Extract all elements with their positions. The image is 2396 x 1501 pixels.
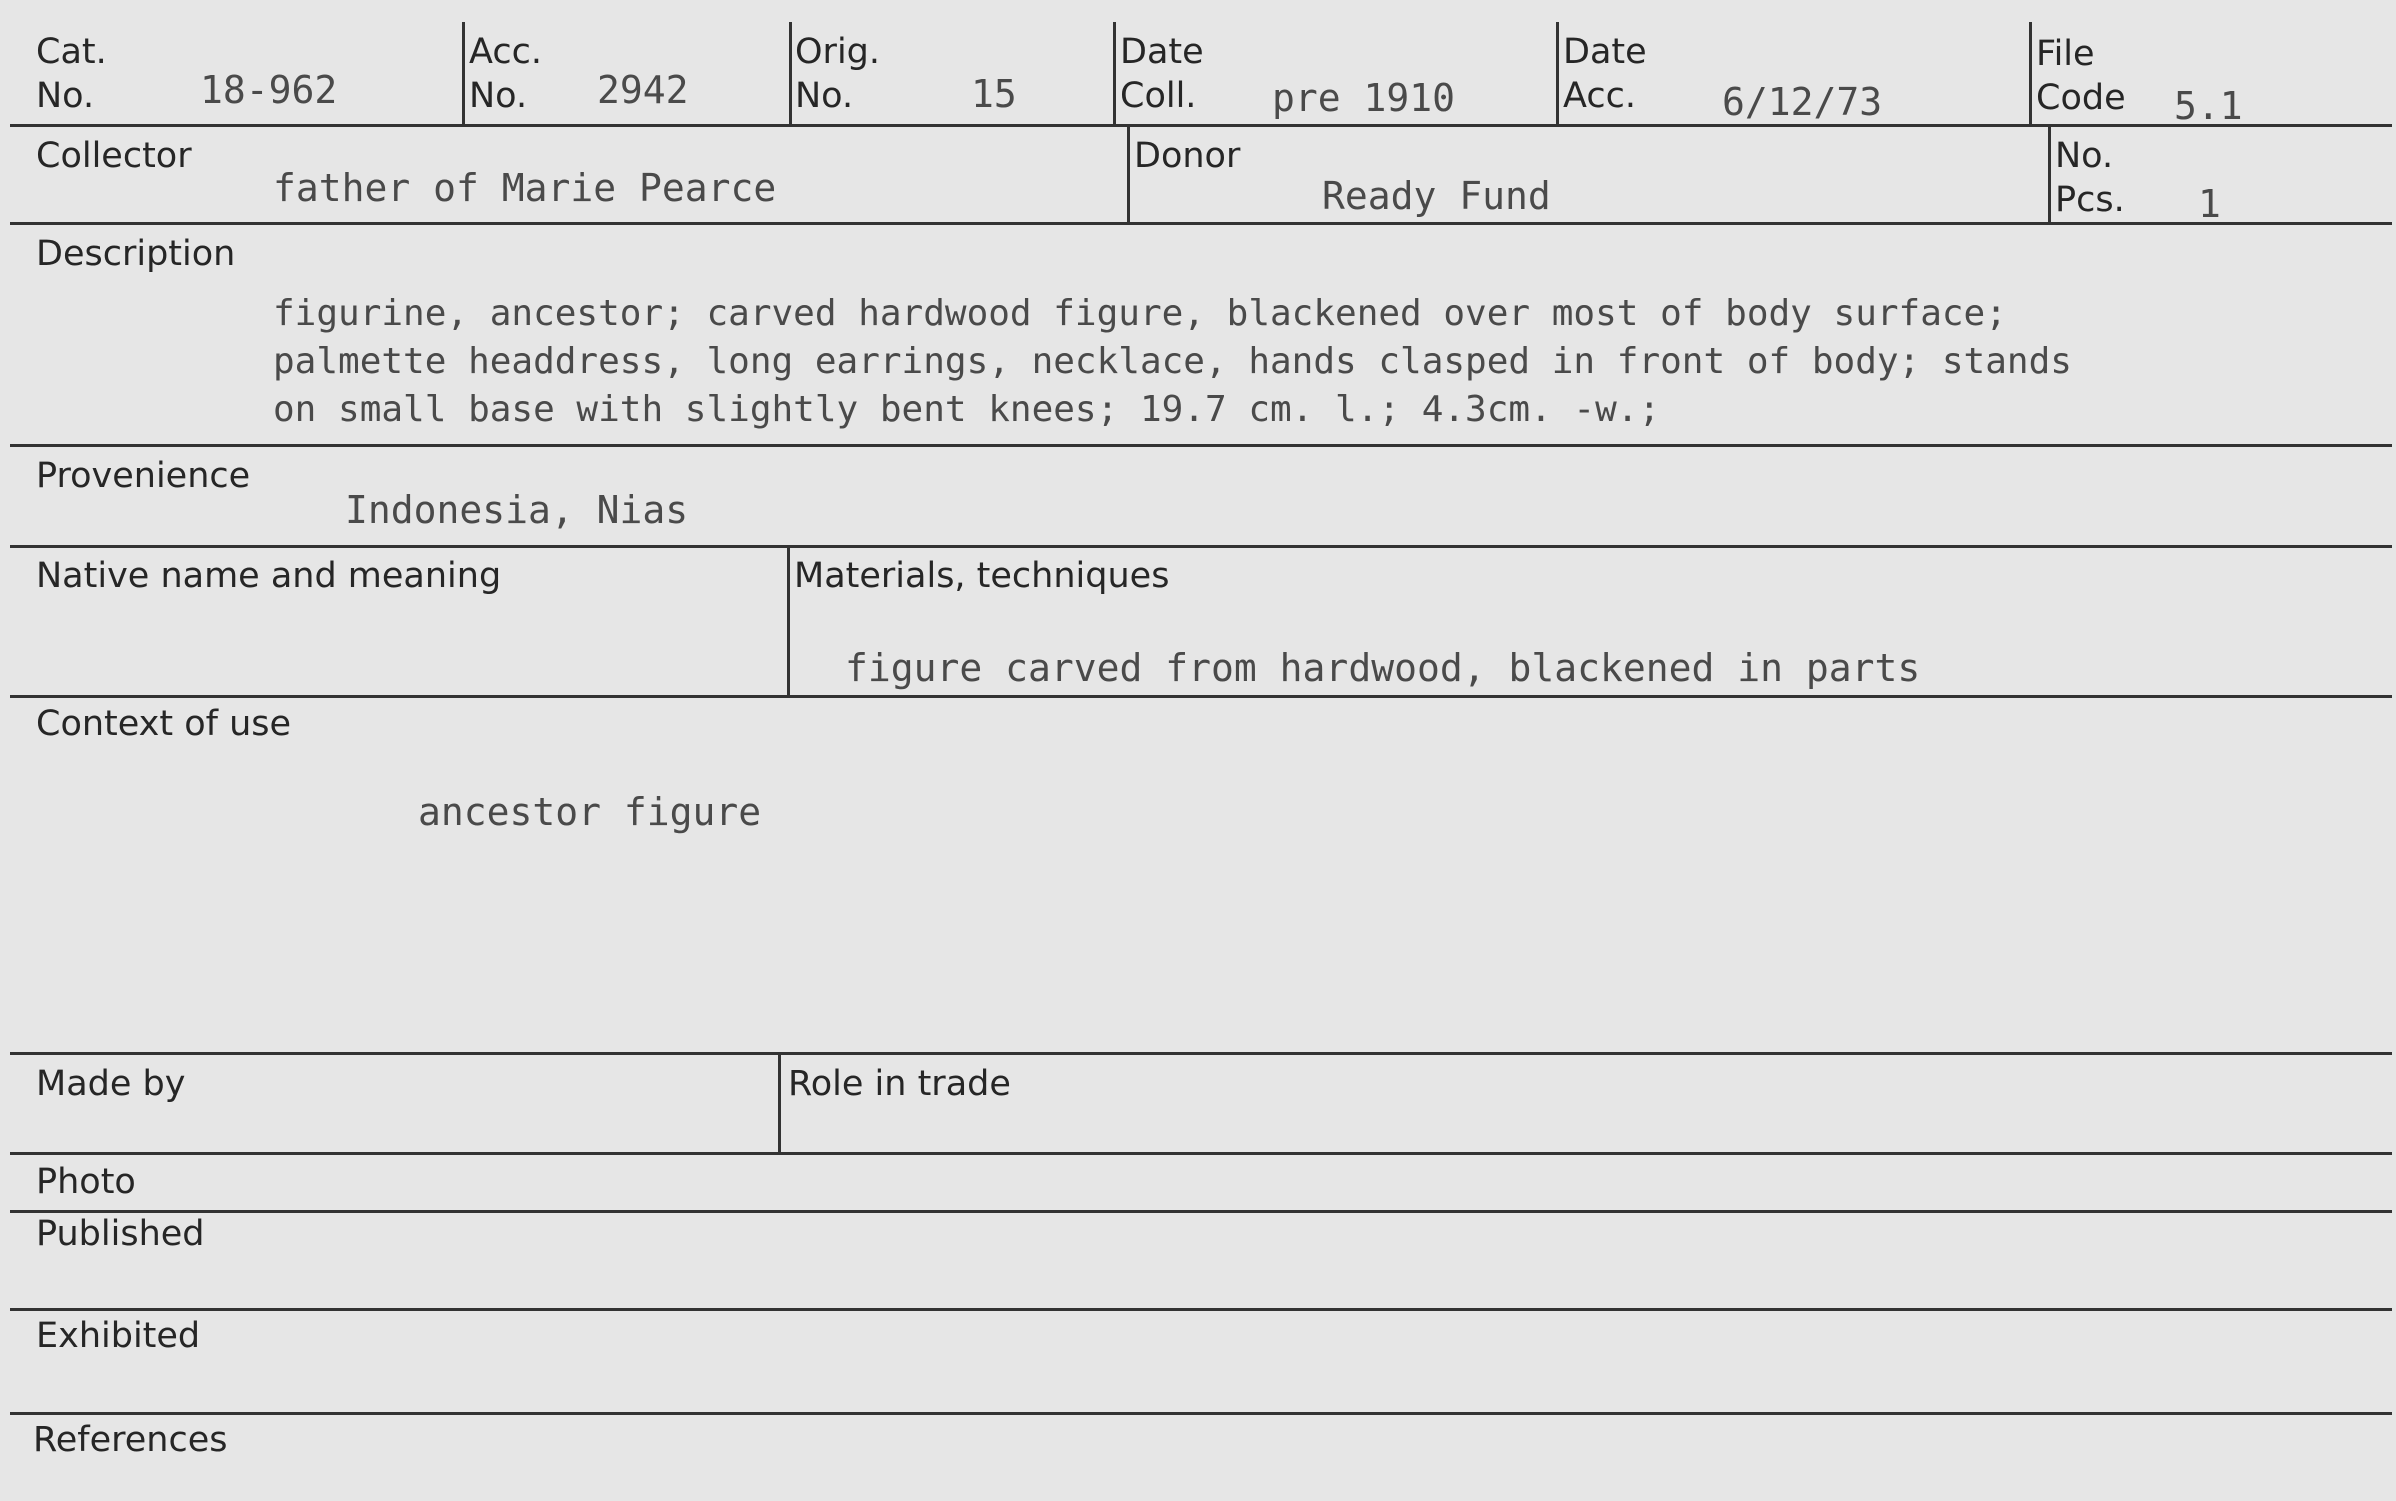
context-value: ancestor figure	[418, 790, 762, 834]
published-label: Published	[36, 1214, 205, 1254]
provenience-label: Provenience	[36, 456, 251, 496]
divider-madeby-role	[778, 1052, 781, 1154]
divider-dateacc-filecode	[2029, 22, 2032, 126]
date-acc-label: Date Acc.	[1563, 32, 1647, 116]
divider-collector-donor	[1127, 124, 1130, 224]
date-coll-label: Date Coll.	[1120, 32, 1204, 116]
description-label: Description	[36, 234, 236, 274]
acc-no-value: 2942	[597, 68, 689, 112]
no-pcs-label: No. Pcs.	[2055, 136, 2125, 220]
collector-label: Collector	[36, 136, 192, 176]
rule-published	[10, 1308, 2392, 1311]
rule-native-name	[10, 695, 2392, 698]
made-by-label: Made by	[36, 1064, 186, 1104]
context-label: Context of use	[36, 704, 292, 744]
description-text	[273, 290, 2373, 434]
rule-exhibited	[10, 1412, 2392, 1415]
acc-no-label: Acc. No.	[469, 32, 542, 116]
materials-label: Materials, techniques	[794, 556, 1170, 596]
donor-label: Donor	[1134, 136, 1241, 176]
photo-label: Photo	[36, 1162, 136, 1202]
rule-context	[10, 1052, 2392, 1055]
collector-value: father of Marie Pearce	[273, 166, 777, 210]
rule-header	[10, 124, 2392, 127]
rule-made-by	[10, 1152, 2392, 1155]
divider-orig-datecoll	[1113, 22, 1116, 126]
divider-datecoll-dateacc	[1556, 22, 1559, 126]
date-acc-value: 6/12/73	[1722, 80, 1883, 124]
role-in-trade-label: Role in trade	[788, 1064, 1011, 1104]
orig-no-label: Orig. No.	[795, 32, 881, 116]
file-code-label: File Code	[2036, 34, 2126, 118]
date-coll-value: pre 1910	[1272, 76, 1456, 120]
divider-cat-acc	[462, 22, 465, 126]
exhibited-label: Exhibited	[36, 1316, 201, 1356]
cat-no-value: 18-962	[200, 68, 338, 112]
rule-photo	[10, 1210, 2392, 1213]
rule-provenience	[10, 545, 2392, 548]
native-name-label: Native name and meaning	[36, 556, 502, 596]
provenience-value: Indonesia, Nias	[345, 488, 689, 532]
divider-donor-pcs	[2048, 124, 2051, 224]
rule-collector	[10, 222, 2392, 225]
materials-value: figure carved from hardwood, blackened in parts	[845, 646, 1921, 690]
divider-native-materials	[787, 545, 790, 697]
divider-acc-orig	[789, 22, 792, 126]
cat-no-label: Cat. No.	[36, 32, 107, 116]
no-pcs-value: 1	[2198, 182, 2221, 226]
donor-value: Ready Fund	[1322, 174, 1551, 218]
description-line-3: on small base with slightly bent knees; 19.7 cm. l.; 4.3cm. -w.;	[273, 389, 1661, 430]
rule-description	[10, 444, 2392, 447]
references-label: References	[33, 1420, 228, 1460]
file-code-value: 5.1	[2174, 84, 2243, 128]
description-line-2: palmette headdress, long earrings, necklace, hands clasped in front of body; stands	[273, 341, 2072, 382]
description-line-1: figurine, ancestor; carved hardwood figure, blackened over most of body surface;	[273, 293, 2007, 334]
orig-no-value: 15	[971, 72, 1017, 116]
